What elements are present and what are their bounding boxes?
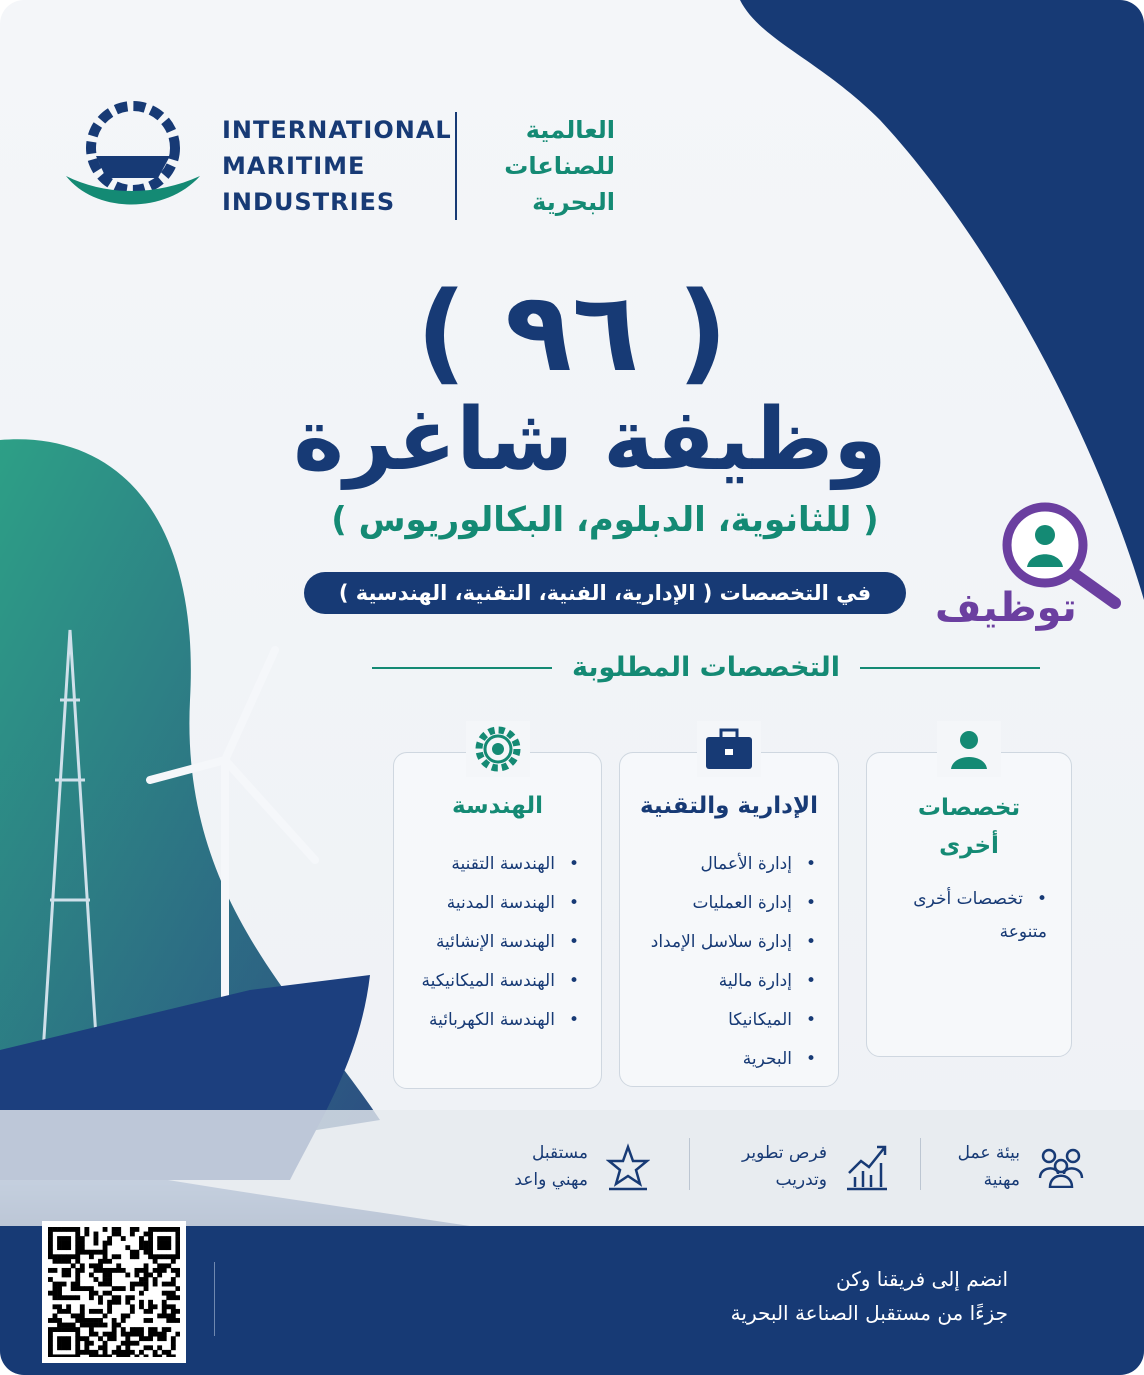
logo-ar-line: للصناعات (504, 152, 615, 180)
headline-title: وظيفة شاغرة (293, 390, 887, 490)
divider (214, 1262, 215, 1336)
list-item: • إدارة سلاسل الإمداد (620, 923, 816, 962)
required-specialties-heading (372, 652, 1040, 683)
benefit-text: فرص تطوير (741, 1143, 827, 1163)
fields-banner: في التخصصات ( الإدارية، الفنية، التقنية، الهندسية ) (304, 572, 906, 614)
list-item: • إدارة مالية (620, 962, 816, 1001)
gear-icon (466, 721, 530, 777)
list-item: • الهندسة الميكانيكية (394, 962, 579, 1001)
benefit-text: مهني واعد (514, 1170, 588, 1190)
card-title: الهندسة (452, 793, 543, 819)
divider (689, 1138, 690, 1190)
list-item: • إدارة العمليات (620, 884, 816, 923)
card-other (866, 752, 1072, 1057)
tawzeef-badge (935, 495, 1125, 645)
divider (920, 1138, 921, 1190)
logo-arabic-name (455, 112, 615, 220)
call-to-action (731, 1262, 1008, 1330)
logo-en-line: INDUSTRIES (222, 188, 396, 216)
benefit-professional-environment (958, 1140, 1084, 1194)
logo-ar-line: العالمية (525, 116, 615, 144)
cta-line: انضم إلى فريقنا وكن (836, 1267, 1008, 1291)
list-item: • الهندسة الإنشائية (394, 923, 579, 962)
benefit-development-training (742, 1140, 889, 1194)
people-icon (1038, 1146, 1084, 1188)
logo-english-name (222, 112, 452, 220)
benefit-text: بيئة عمل (957, 1143, 1020, 1163)
vacancy-count: ( ٩٦ ) (416, 268, 728, 396)
logo-en-line: MARITIME (222, 152, 366, 180)
logo-ar-line: البحرية (532, 188, 615, 216)
briefcase-icon (697, 721, 761, 777)
list-item: • الهندسة المدنية (394, 884, 579, 923)
user-icon (937, 721, 1001, 777)
card-title: الإدارية والتقنية (639, 793, 818, 819)
benefit-text: مهنية (983, 1170, 1020, 1190)
card-admin-tech (619, 752, 839, 1087)
company-logo-icon (66, 96, 200, 214)
card-engineering (393, 752, 602, 1089)
tawzeef-text: توظيف (935, 585, 1077, 631)
list-item: • الهندسة التقنية (394, 845, 579, 884)
list-item: • الميكانيكا (620, 1001, 816, 1040)
benefit-text: مستقبل (531, 1143, 588, 1163)
list-item: • الهندسة الكهربائية (394, 1001, 579, 1040)
card-title: تخصصات أخرى (917, 795, 1021, 859)
list-item: • البحرية (620, 1040, 816, 1079)
star-icon (606, 1143, 650, 1191)
qr-code[interactable] (42, 1221, 186, 1363)
list-item: • تخصصات أخرى متنوعة (897, 883, 1047, 949)
growth-chart-icon (845, 1143, 889, 1191)
divider (372, 667, 552, 669)
divider (860, 667, 1040, 669)
benefit-text: وتدريب (775, 1170, 827, 1190)
cta-line: جزءًا من مستقبل الصناعة البحرية (730, 1301, 1008, 1325)
section-title: التخصصات المطلوبة (571, 652, 840, 683)
logo-en-line: INTERNATIONAL (222, 116, 452, 144)
education-levels: ( للثانوية، الدبلوم، البكالوريوس ) (331, 500, 879, 540)
list-item: • إدارة الأعمال (620, 845, 816, 884)
benefit-promising-future (514, 1140, 650, 1194)
qr-code-pattern (48, 1227, 180, 1357)
